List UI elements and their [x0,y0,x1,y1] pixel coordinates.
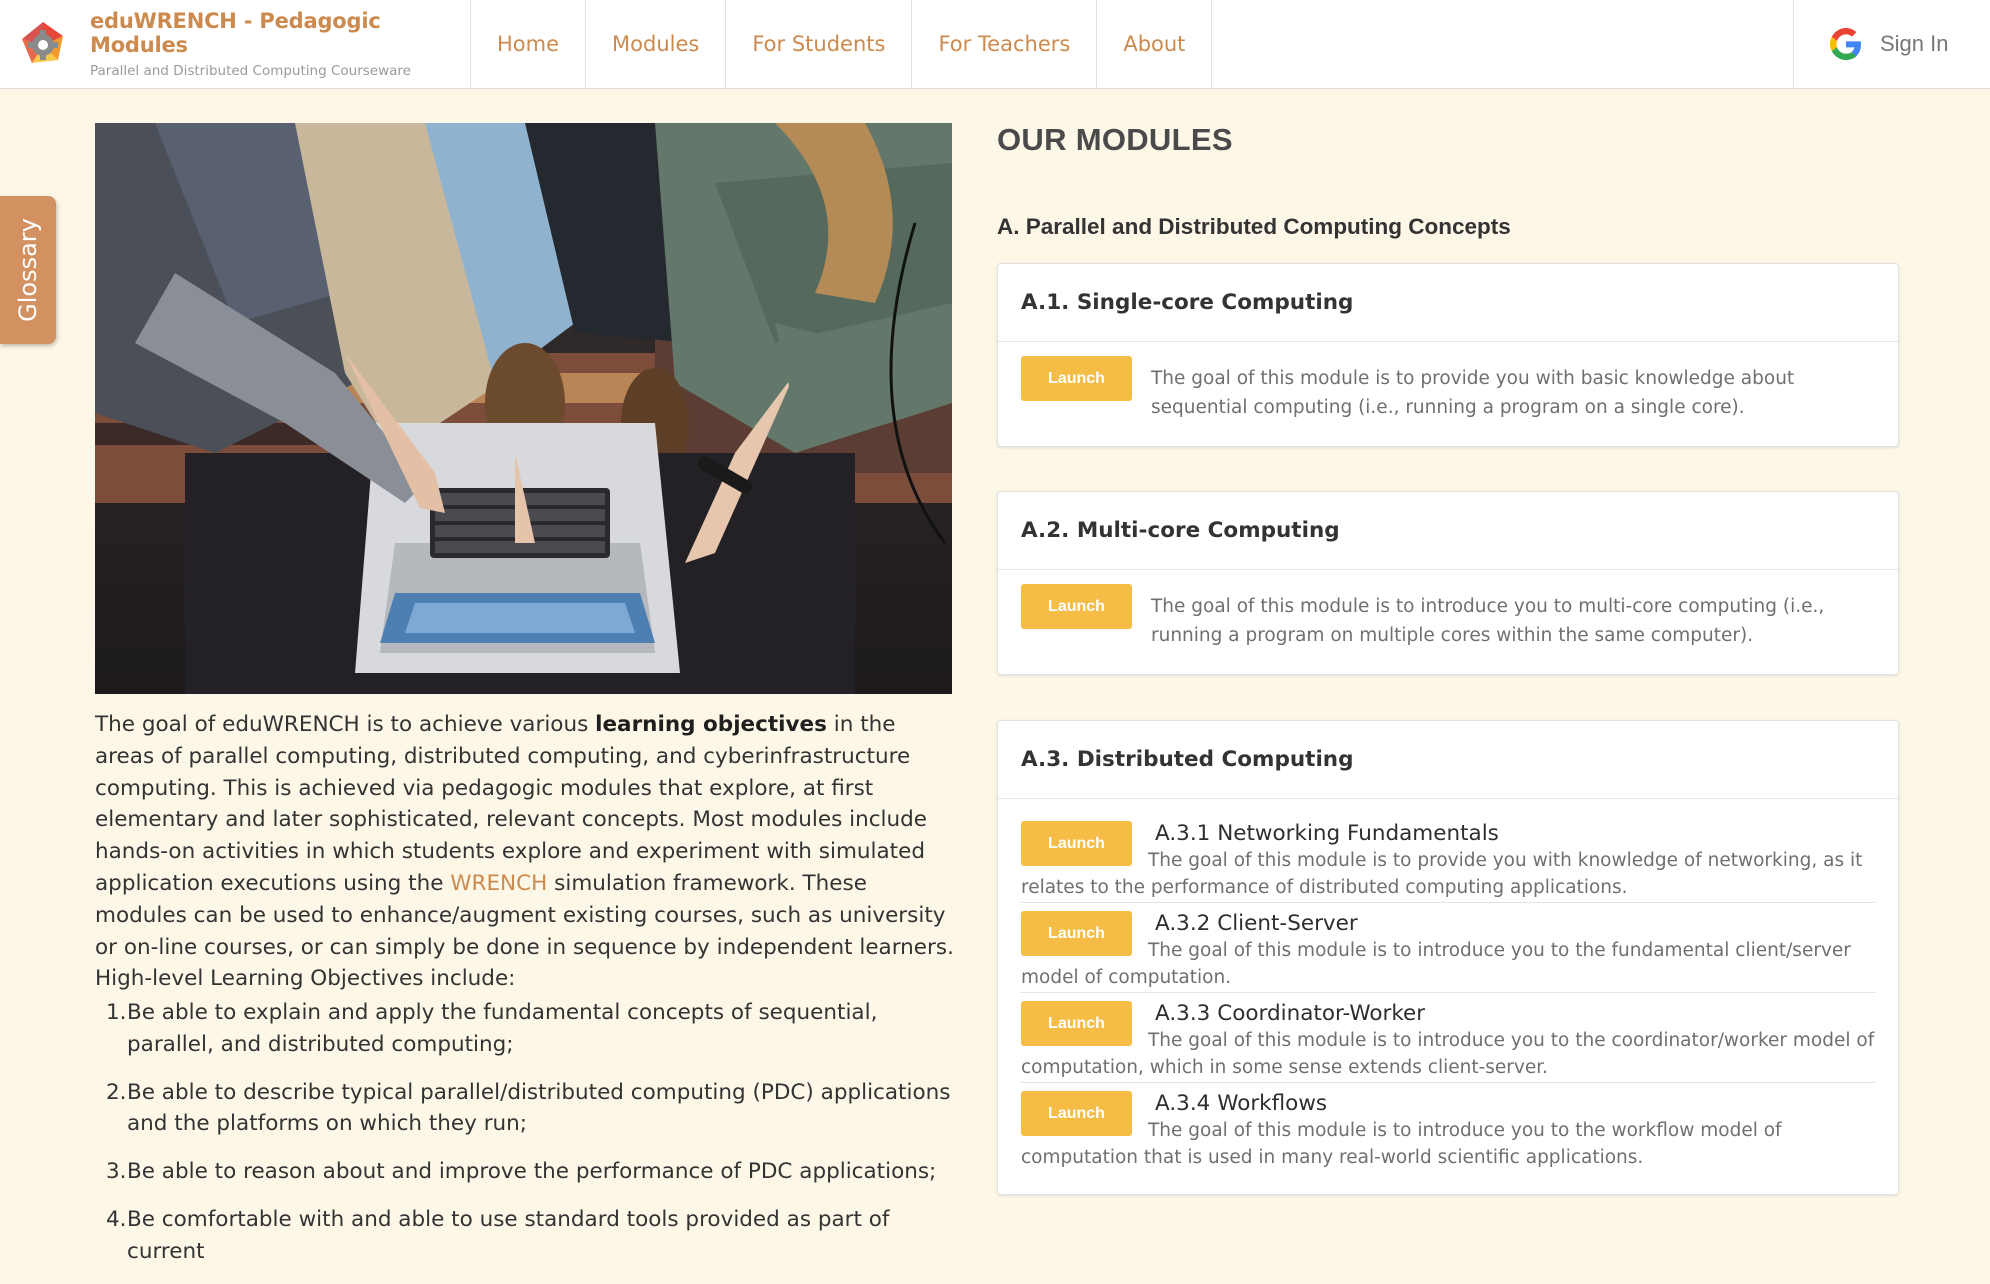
submodule-desc-a31: The goal of this module is to provide you with knowledge of networking, as it relates to the performance of distributed computing applications. [1021,850,1863,898]
launch-button-a2[interactable]: Launch [1021,584,1132,629]
launch-button-a33[interactable]: Launch [1021,1001,1132,1046]
module-card-a2 [997,491,1899,675]
submodule-title-a31: A.3.1 Networking Fundamentals [1155,821,1499,846]
nav-modules[interactable]: Modules [586,0,726,88]
submodule-desc-a34: The goal of this module is to introduce you to the workflow model of computation that is used in many real-world scientific applications. [1021,1120,1782,1168]
submodule-title-a33: A.3.3 Coordinator-Worker [1155,1001,1426,1026]
section-a-heading: A. Parallel and Distributed Computing Concepts [997,214,1511,239]
objective-number: 2. [106,1079,127,1105]
learning-objectives-list [95,997,955,1284]
nav-for-teachers[interactable]: For Teachers [912,0,1097,88]
module-desc-a2: The goal of this module is to introduce you to multi-core computing (i.e., running a program on multiple cores within the same computer). [1151,596,1825,646]
top-navbar [0,0,1990,89]
sign-in-label: Sign In [1880,31,1949,56]
module-card-a3 [997,720,1899,1195]
submodule-desc-a33: The goal of this module is to introduce you to the coordinator/worker model of computation, which in some sense extends client-server. [1021,1030,1875,1078]
google-g-icon [1830,28,1862,60]
glossary-label: Glossary [14,218,42,322]
intro-bold-learning-objectives: learning objectives [595,712,827,737]
hero-illustration [95,123,952,694]
module-title-a3: A.3. Distributed Computing [998,721,1898,799]
submodule-a33 [1021,993,1875,1083]
hero-image [95,123,952,694]
sign-in-button[interactable] [1793,0,1990,88]
objective-text: Be able to explain and apply the fundamental concepts of sequential, parallel, and distributed computing; [127,1000,878,1057]
brand[interactable] [0,0,471,88]
wrench-link[interactable]: WRENCH [450,870,548,896]
objective-number: 4. [106,1206,127,1232]
intro-text-2: in the areas of parallel computing, distributed computing, and cyberinfrastructure computing. This is achieved via pedagogic modules that explore, at first elementary and later sophisticated, relevant concepts. Most modules include hands-on activities in which students explore and experiment with simulated application executions using the [95,712,928,896]
objective-text: Be comfortable with and able to use standard tools provided as part of current [127,1206,890,1264]
main-nav [471,0,1212,88]
site-title: eduWRENCH - Pedagogic Modules [90,9,381,57]
submodule-a32 [1021,903,1875,993]
module-desc-a1: The goal of this module is to provide you with basic knowledge about sequential computing (i.e., running a program on a single core). [1151,368,1795,418]
module-title-a1: A.1. Single-core Computing [998,264,1898,342]
launch-button-a32[interactable]: Launch [1021,911,1132,956]
launch-button-a34[interactable]: Launch [1021,1091,1132,1136]
submodule-title-a34: A.3.4 Workflows [1155,1091,1328,1116]
submodule-a31 [1021,813,1875,903]
objective-item [95,1156,955,1188]
module-card-a1 [997,263,1899,447]
launch-button-a31[interactable]: Launch [1021,821,1132,866]
module-title-a2: A.2. Multi-core Computing [998,492,1898,570]
nav-home[interactable]: Home [471,0,586,88]
objective-number: 1. [106,1000,127,1025]
eduwrench-logo-icon [18,19,68,69]
submodule-desc-a32: The goal of this module is to introduce you to the fundamental client/server model of computation. [1021,940,1851,988]
objective-item [95,1077,955,1141]
intro-paragraph [95,709,955,995]
objective-number: 3. [106,1159,127,1185]
objective-item [95,1204,955,1268]
submodule-title-a32: A.3.2 Client-Server [1155,911,1358,936]
glossary-tab[interactable] [0,196,56,344]
launch-button-a1[interactable]: Launch [1021,356,1132,401]
modules-heading: OUR MODULES [997,122,1233,157]
intro-text-1: The goal of eduWRENCH is to achieve various [95,712,596,737]
objective-text: Be able to describe typical parallel/distributed computing (PDC) applications and the platforms on which they run; [127,1079,951,1137]
site-subtitle: Parallel and Distributed Computing Courseware [90,63,411,79]
nav-for-students[interactable]: For Students [726,0,912,88]
submodule-a34 [1021,1083,1875,1173]
objective-item [95,997,955,1061]
intro-text-3: simulation framework. These modules can be used to enhance/augment existing courses, such as university or on-line courses, or can simply be done in sequence by independent learners. High-level Learning Objectives include: [95,870,954,992]
objective-text: Be able to reason about and improve the performance of PDC applications; [127,1159,937,1185]
nav-about[interactable]: About [1097,0,1212,88]
